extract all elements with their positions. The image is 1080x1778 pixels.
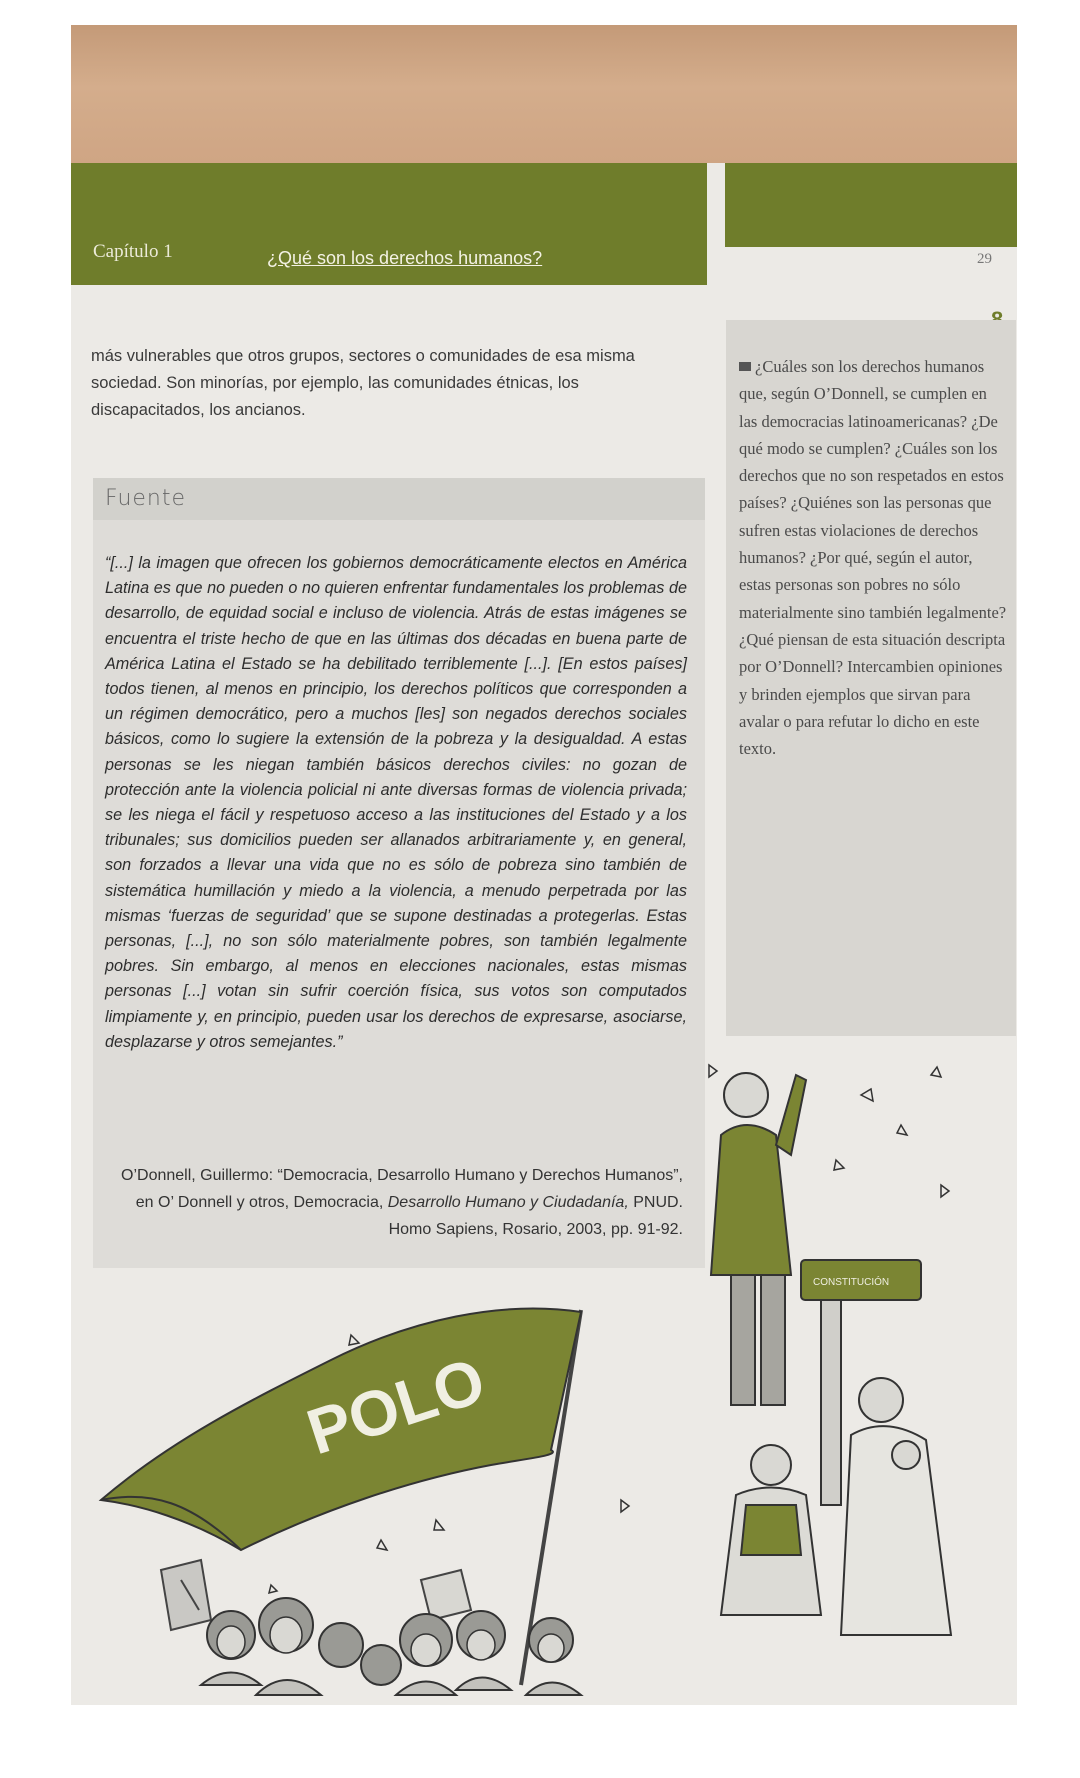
source-heading: Fuente <box>105 486 187 511</box>
source-citation <box>111 1162 683 1243</box>
activity-questions-text: ¿Cuáles son los derechos humanos que, según O’Donnell, se cumplen en las democracias latinoamericanas? ¿De qué modo se cumplen? ¿Cuáles son los derechos que no son respetados en estos países? ¿Quiénes son las personas que sufren estas violaciones de derechos humanos? ¿Por qué, según el autor, estas personas son pobres no sólo materialmente sino también legalmente? ¿Qué piensan de esta situación descripta por O’Donnell? Intercambien opiniones y brinden ejemplos que sirvan para avalar o para refutar lo dicho en este texto. <box>739 357 1007 759</box>
chapter-title: ¿Qué son los derechos humanos? <box>267 248 543 268</box>
side-header-band <box>725 163 1017 247</box>
page-number: 29 <box>977 251 992 267</box>
constitution-illustration <box>701 1035 1011 1675</box>
textbook-page <box>71 25 1017 1705</box>
source-quote: “[...] la imagen que ofrecen los gobiernos democráticamente electos en América Latina es que no pueden o no quieren enfrentar fundamentales los problemas de desarrollo, de equidad social e incluso de violencia. Atrás de estas imágenes se encuentra el triste hecho de que en las últimas dos décadas en buena parte de América Latina el Estado se ha debilitado terriblemente [...]. [En estos países] todos tienen, al menos en principio, los derechos políticos que corresponden a un régimen democrático, pero a muchos [les] son negados derechos sociales básicos, como lo sugiere la extensión de la pobreza y la desigualdad. A estas personas se les niegan también básicos derechos civiles: no gozan de protección ante la violencia policial ni ante diversas formas de violencia privada; se les niega el fácil y respetuoso acceso a las instituciones del Estado y a los tribunales; sus domicilios pueden ser allanados arbitrariamente y, en general, son forzados a llevar una vida que no es sólo de pobreza sino también de sistemática humillación y miedo a la violencia, a menudo perpetrada por las mismas ‘fuerzas de seguridad’ que se supone destinadas a protegerlas. Estas personas, [...], no son sólo materialmente pobres, son también legalmente pobres. Sin embargo, al menos en elecciones nacionales, estas mismas personas [...] votan sin sufrir coerción física, sus votos son computados limpiamente y, en principio, pueden usar los derechos de expresarse, asociarse, desplazarse y otros semejantes.” <box>105 554 687 1051</box>
citation-end: PNUD. Homo Sapiens, Rosario, 2003, pp. 91-92. <box>388 1194 683 1238</box>
citation-text: O’Donnell, Guillermo: “Democracia, Desarrollo Humano y Derechos Humanos”, en O’ Donnell y otros, Democracia, <box>121 1167 683 1211</box>
table-surface <box>71 25 1017 163</box>
source-heading-bar <box>93 478 705 520</box>
bullet-square-icon <box>739 362 751 371</box>
citation-italic: Desarrollo Humano y Ciudadanía, <box>387 1194 629 1211</box>
crowd-flag-illustration <box>81 1290 691 1705</box>
book-text: CONSTITUCIÓN <box>813 1277 890 1288</box>
intro-paragraph: más vulnerables que otros grupos, sectores o comunidades de esa misma sociedad. Son minorías, por ejemplo, las comunidades étnicas, los discapacitados, los ancianos. <box>91 347 635 419</box>
activity-questions <box>739 353 1007 762</box>
flag-text: POLO <box>298 1343 494 1469</box>
chapter-label: Capítulo 1 <box>93 241 173 262</box>
